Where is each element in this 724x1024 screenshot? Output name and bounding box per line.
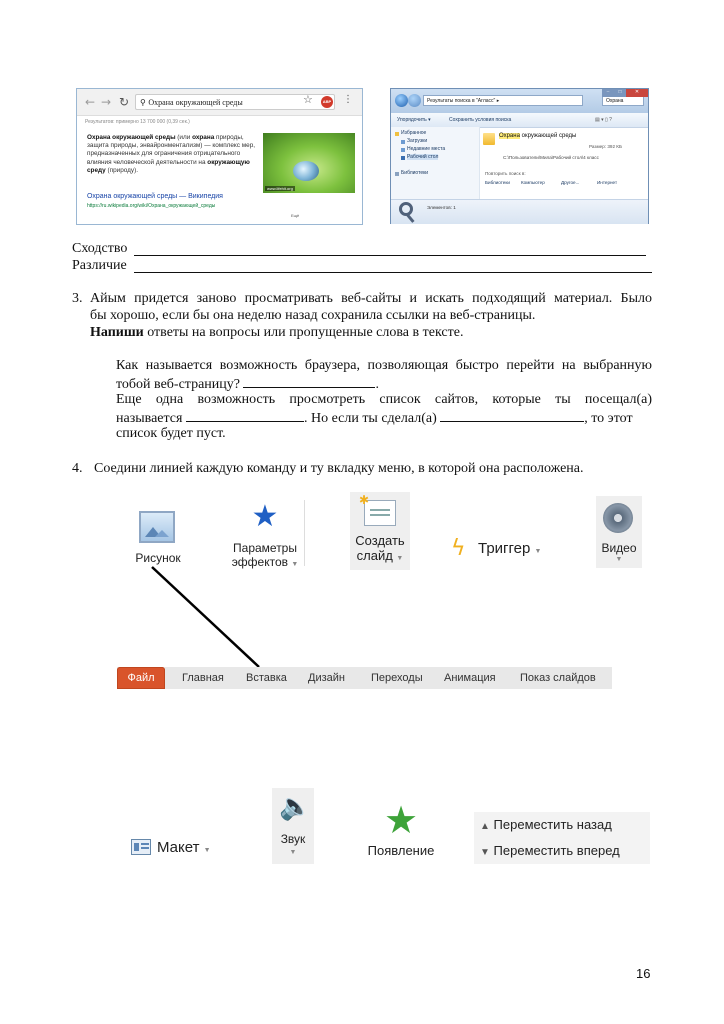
snippet-run: природы, защита природы, энвайронментализм) — комплекс мер, предназначенных для ограничения отрицательного влияния человеческой деятельности на <box>87 134 256 166</box>
file-name-rest: окружающей среды <box>519 133 577 139</box>
tab-transitions[interactable]: Переходы <box>371 672 423 684</box>
tab-insert[interactable]: Вставка <box>246 672 287 684</box>
view-icons: ▤ ▾ ▯ ? <box>595 117 612 123</box>
item-count: Элементов: 1 <box>427 205 456 210</box>
results-count: Результатов: примерно 13 700 000 (0,39 сек.) <box>85 119 190 125</box>
appear-star-icon: ★ <box>383 798 419 842</box>
reload-icon: ↻ <box>119 95 130 109</box>
file-path: C:\Пользователи\Мила\Рабочий стол\4 класс <box>503 155 599 160</box>
appear-command-label[interactable]: Появление <box>367 843 435 858</box>
sidebar-item-libraries: Библиотеки <box>401 170 429 176</box>
similarity-label: Сходство <box>72 241 128 256</box>
q2-line1: Еще одна возможность просмотреть список сайтов, которые ты посещал(а) <box>116 392 652 407</box>
menu-dots-icon: ⋮ <box>343 94 353 105</box>
layout-command[interactable] <box>157 839 211 856</box>
tab-home[interactable]: Главная <box>182 672 224 684</box>
sidebar-item-favorites: Избранное <box>401 130 427 136</box>
trigger-lightning-icon: ϟ <box>451 536 466 561</box>
snippet-run: (природу). <box>105 166 138 174</box>
trigger-label: Триггер <box>478 540 531 557</box>
adblock-icon: ABP <box>321 96 333 108</box>
dropdown-arrow-icon: ▼ <box>396 555 404 562</box>
tab-file[interactable]: Файл <box>117 667 165 689</box>
ribbon-tab-bar <box>117 667 612 689</box>
layout-icon <box>131 839 151 855</box>
effect-options-label-1: Параметры <box>233 541 297 555</box>
q2-line3: список будет пуст. <box>116 426 226 441</box>
file-size: Размер: 392 КБ <box>589 144 622 149</box>
new-slide-icon: ✱ <box>364 500 396 526</box>
search-again-internet: Интернет <box>597 180 618 185</box>
snippet-run: Охрана окружающей среды <box>87 134 176 141</box>
dropdown-arrow-icon: ▼ <box>289 849 297 856</box>
search-input: Охрана <box>602 95 644 106</box>
snippet-run: охрана <box>192 134 215 141</box>
search-again-label: Повторить поиск в: <box>485 171 526 176</box>
speaker-icon: 🔈 <box>279 792 312 822</box>
tab-animations[interactable]: Анимация <box>444 672 496 684</box>
task3-instruction-bold: Напиши <box>90 325 144 340</box>
task3-number: 3. <box>72 291 83 306</box>
sound-label: Звук <box>280 832 306 846</box>
snippet-run: окружающую среду <box>87 158 250 174</box>
task3-instruction-rest: ответы на вопросы или пропущенные слова в тексте. <box>143 325 464 340</box>
dropdown-arrow-icon: ▼ <box>291 561 299 568</box>
breadcrumb: Результаты поиска в "Агласс" ▸ <box>423 95 583 106</box>
search-again-libraries: Библиотеки <box>485 180 510 185</box>
file-name-highlight: Охрана <box>499 133 520 139</box>
q1-line1: Как называется возможность браузера, позволяющая быстро перейти на выбранную <box>116 358 652 373</box>
maximize-icon: □ <box>614 89 626 97</box>
sidebar-item-downloads: Загрузки <box>407 138 428 144</box>
save-search-button: Сохранить условия поиска <box>449 117 512 123</box>
wiki-link: Охрана окружающей среды — Википедия <box>87 193 223 200</box>
difference-label: Различие <box>72 258 127 273</box>
layout-label: Макет <box>157 839 200 856</box>
q2-line2-text-b: . Но если ты сделал(а) <box>303 411 441 426</box>
minimize-icon: – <box>602 89 614 97</box>
q1-line2-end: . <box>375 377 379 392</box>
q2-line2-text-a: называется <box>116 411 186 426</box>
sidebar-item-recent: Недавние места <box>407 146 446 152</box>
dropdown-arrow-icon: ▼ <box>615 556 623 563</box>
dropdown-arrow-icon: ▼ <box>534 548 542 555</box>
search-again-computer: Компьютер <box>521 180 545 185</box>
bring-forward-command[interactable] <box>480 843 620 858</box>
task4-number: 4. <box>72 461 83 476</box>
new-slide-label-2: слайд <box>356 548 393 563</box>
answer-connector-line <box>152 567 259 667</box>
photo-caption: www.lifehit.org <box>267 186 293 191</box>
effect-options-label-2: эффектов <box>231 555 289 569</box>
send-backward-command[interactable] <box>480 817 612 832</box>
task3-intro-line2: бы хорошо, если бы она неделю назад сохранила ссылки на веб-страницы. <box>90 308 536 323</box>
triangle-up-icon: ▲ <box>480 821 490 832</box>
snippet-run: (или <box>175 134 193 141</box>
wiki-url: https://ru.wikipedia.org/wiki/Охрана_окружающей_среды <box>87 203 216 209</box>
sidebar-item-desktop: Рабочий стол <box>407 154 439 160</box>
effect-options-star-icon: ★ <box>251 499 279 534</box>
new-slide-label-1: Создать <box>355 533 405 548</box>
organize-button: Упорядочить ▾ <box>397 117 431 123</box>
close-icon: ✕ <box>626 89 648 97</box>
bring-forward-label: Переместить вперед <box>493 843 620 858</box>
search-icon: ⚲ <box>140 98 149 107</box>
page-number: 16 <box>636 966 651 981</box>
task4-text: Соедини линией каждую команду и ту вкладку меню, в которой она расположена. <box>94 461 584 476</box>
more-label: Ещё <box>291 213 300 218</box>
q2-line2-text-c: , то этот <box>584 411 633 426</box>
bookmark-star-icon: ☆ <box>303 93 313 106</box>
address-text: Охрана окружающей среды <box>148 98 243 107</box>
picture-command-label[interactable]: Рисунок <box>135 551 181 565</box>
video-label: Видео <box>601 541 637 555</box>
triangle-down-icon: ▼ <box>480 847 490 858</box>
task3-intro-line1: Айым придется заново просматривать веб-сайты и искать подходящий материал. Было <box>90 291 652 306</box>
forward-icon: → <box>101 95 112 109</box>
tab-slideshow[interactable]: Показ слайдов <box>520 672 596 684</box>
tab-design[interactable]: Дизайн <box>308 672 345 684</box>
dropdown-arrow-icon: ▼ <box>203 847 211 854</box>
breadcrumb-text: Результаты поиска в "Агласс" <box>427 98 496 104</box>
send-backward-label: Переместить назад <box>493 817 612 832</box>
back-icon: ← <box>85 95 96 109</box>
q1-line2-text: тобой веб-страницу? <box>116 377 244 392</box>
search-again-other: Другое... <box>561 180 580 185</box>
